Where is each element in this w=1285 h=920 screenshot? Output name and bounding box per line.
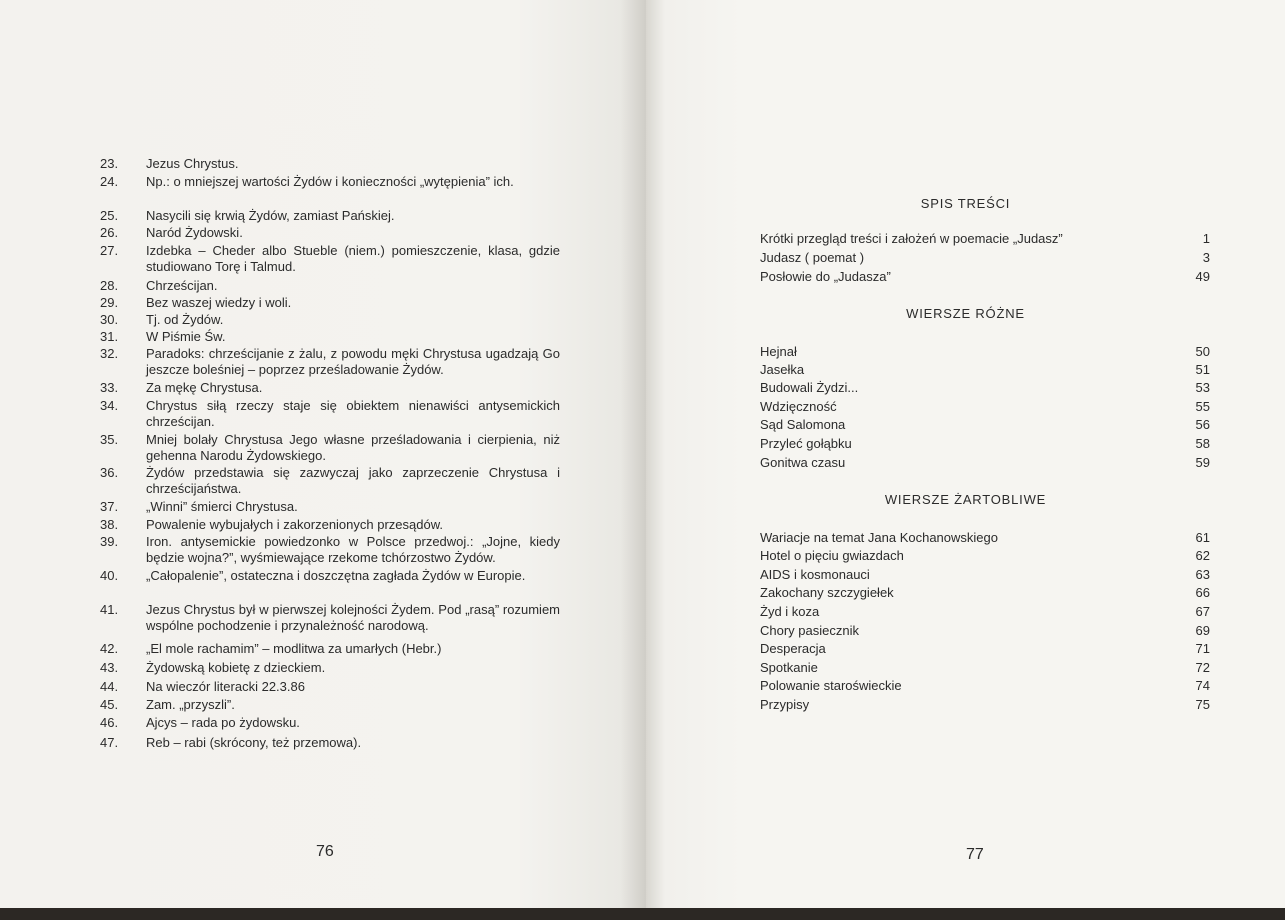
footnote-number: 30. (100, 312, 119, 327)
toc-heading: SPIS TREŚCI (920, 196, 1011, 211)
toc-entry (760, 640, 1210, 658)
footnote-text: Na wieczór literacki 22.3.86 (146, 679, 305, 694)
footnote-number: 38. (100, 517, 119, 532)
toc-entry (760, 249, 1210, 267)
toc-entry-page: 55 (1195, 399, 1210, 414)
toc-heading: WIERSZE ŻARTOBLIWE (884, 492, 1047, 507)
toc-entry-page: 53 (1195, 380, 1210, 395)
toc-entry (760, 361, 1210, 379)
toc-entry-page: 63 (1195, 567, 1210, 582)
toc-entry (760, 343, 1210, 361)
footnote-text: Chrystus siłą rzeczy staje się obiektem nienawiści antysemickich chrześcijan. (146, 398, 560, 429)
toc-entry (760, 659, 1210, 677)
toc-entry (760, 584, 1210, 602)
footnote-text: Żydowską kobietę z dzieckiem. (146, 660, 326, 675)
toc-entry (760, 416, 1210, 434)
toc-entry-title: Chory pasiecznik (760, 623, 859, 638)
toc-entry-page: 59 (1195, 455, 1210, 470)
footnote-text: Np.: o mniejszej wartości Żydów i konieczności „wytępienia” ich. (146, 174, 514, 189)
toc-entry (760, 677, 1210, 695)
footnote-number: 36. (100, 465, 119, 480)
toc-entry-page: 3 (1202, 250, 1210, 265)
toc-entry-title: Wariacje na temat Jana Kochanowskiego (760, 530, 998, 545)
footnote-text: Za mękę Chrystusa. (146, 380, 263, 395)
footnote-number: 46. (100, 715, 119, 730)
toc-entry-page: 71 (1195, 641, 1210, 656)
toc-entry (760, 529, 1210, 547)
toc-entry (760, 398, 1210, 416)
toc-entry-page: 51 (1195, 362, 1210, 377)
toc-entry-page: 56 (1195, 417, 1210, 432)
footnote-number: 39. (100, 534, 119, 549)
toc-entry-page: 62 (1195, 548, 1210, 563)
toc-entry (760, 435, 1210, 453)
toc-entry-title: Budowali Żydzi... (760, 380, 859, 395)
toc-entry-page: 61 (1195, 530, 1210, 545)
footnote-number: 41. (100, 602, 119, 617)
footnote-number: 45. (100, 697, 119, 712)
toc-entry-title: Zakochany szczygiełek (760, 585, 894, 600)
footnote-text: Bez waszej wiedzy i woli. (146, 295, 292, 310)
footnote-number: 47. (100, 735, 119, 750)
footnote-text: Ajcys – rada po żydowsku. (146, 715, 300, 730)
footnote-number: 37. (100, 499, 119, 514)
footnote-text: Zam. „przyszli”. (146, 697, 235, 712)
footnote-number: 27. (100, 243, 119, 258)
footnote-number: 26. (100, 225, 119, 240)
footnote-text: Iron. antysemickie powiedzonko w Polsce przedwoj.: „Jojne, kiedy będzie wojna?”, wyśmiewające rzekome tchórzostwo Żydów. (146, 534, 560, 565)
footnote-number: 31. (100, 329, 119, 344)
footnote-text: Nasycili się krwią Żydów, zamiast Pańskiej. (146, 208, 395, 223)
footnote-number: 28. (100, 278, 119, 293)
toc-entry (760, 696, 1210, 714)
toc-entry-page: 58 (1195, 436, 1210, 451)
toc-entry-title: Spotkanie (760, 660, 818, 675)
toc-entry-title: Gonitwa czasu (760, 455, 846, 470)
toc-entry-title: Jasełka (760, 362, 805, 377)
footnote-number: 24. (100, 174, 119, 189)
footnote-text: Reb – rabi (skrócony, też przemowa). (146, 735, 362, 750)
toc-entry-page: 74 (1195, 678, 1210, 693)
toc-entry (760, 566, 1210, 584)
footnote-text: Naród Żydowski. (146, 225, 243, 240)
toc-entry-title: Wdzięczność (760, 399, 837, 414)
toc-entry-title: Hotel o pięciu gwiazdach (760, 548, 904, 563)
footnote-number: 42. (100, 641, 119, 656)
toc-entry-title: Przyleć gołąbku (760, 436, 852, 451)
footnote-number: 40. (100, 568, 119, 583)
toc-entry (760, 230, 1210, 248)
toc-entry-title: Desperacja (760, 641, 826, 656)
footnote-number: 44. (100, 679, 119, 694)
footnote-number: 25. (100, 208, 119, 223)
page-number-right: 77 (966, 846, 984, 863)
footnote-text: Izdebka – Cheder albo Stueble (niem.) pomieszczenie, klasa, gdzie studiowano Torę i Talmud. (146, 243, 560, 274)
toc-entry-page: 75 (1195, 697, 1210, 712)
footnote-number: 34. (100, 398, 119, 413)
page-number-left: 76 (316, 843, 334, 860)
scan-background-edge (0, 908, 1285, 920)
footnote-number: 32. (100, 346, 119, 361)
toc-entry-page: 67 (1195, 604, 1210, 619)
footnote-text: „Winni” śmierci Chrystusa. (146, 499, 298, 514)
footnote-number: 35. (100, 432, 119, 447)
toc-entry (760, 268, 1210, 286)
footnote-text: Tj. od Żydów. (146, 312, 224, 327)
toc-entry-title: Przypisy (760, 697, 810, 712)
footnote-number: 33. (100, 380, 119, 395)
toc-entry-page: 1 (1202, 231, 1210, 246)
toc-entry-title: Polowanie staroświeckie (760, 678, 902, 693)
toc-entry-page: 50 (1195, 344, 1210, 359)
toc-heading: WIERSZE RÓŻNE (906, 306, 1025, 321)
toc-entry-title: Żyd i koza (760, 604, 820, 619)
toc-entry-page: 69 (1195, 623, 1210, 638)
footnote-text: Jezus Chrystus. (146, 156, 239, 171)
footnote-number: 29. (100, 295, 119, 310)
footnote-text: Mniej bolały Chrystusa Jego własne prześladowania i cierpienia, niż gehenna Narodu Żydowskiego. (146, 432, 560, 463)
footnote-text: Żydów przedstawia się zazwyczaj jako zaprzeczenie Chrystusa i chrześcijaństwa. (146, 465, 560, 496)
toc-entry (760, 603, 1210, 621)
toc-entry (760, 622, 1210, 640)
toc-entry-page: 66 (1195, 585, 1210, 600)
footnote-text: Chrześcijan. (146, 278, 218, 293)
toc-entry-title: Posłowie do „Judasza” (760, 269, 891, 284)
footnote-text: Paradoks: chrześcijanie z żalu, z powodu męki Chrystusa ugadzają Go jeszcze boleśniej – poprzez prześladowanie Żydów. (146, 346, 560, 377)
toc-entry (760, 379, 1210, 397)
right-page (646, 0, 1285, 908)
toc-entry-title: Hejnał (760, 344, 797, 359)
left-page (0, 0, 646, 908)
footnote-text: W Piśmie Św. (146, 329, 226, 344)
footnote-text: „El mole rachamim” – modlitwa za umarłych (Hebr.) (146, 641, 442, 656)
toc-entry-title: Krótki przegląd treści i założeń w poemacie „Judasz” (760, 231, 1063, 246)
toc-entry-page: 49 (1195, 269, 1210, 284)
toc-entry (760, 454, 1210, 472)
toc-entry-title: AIDS i kosmonauci (760, 567, 870, 582)
toc-entry-title: Sąd Salomona (760, 417, 846, 432)
footnote-text: „Całopalenie”, ostateczna i doszczętna zagłada Żydów w Europie. (146, 568, 526, 583)
footnote-text: Jezus Chrystus był w pierwszej kolejności Żydem. Pod „rasą” rozumiem wspólne pochodzenie i przynależność narodową. (146, 602, 560, 633)
footnote-text: Powalenie wybujałych i zakorzenionych przesądów. (146, 517, 443, 532)
toc-entry-page: 72 (1195, 660, 1210, 675)
footnote-number: 43. (100, 660, 119, 675)
toc-entry-title: Judasz ( poemat ) (760, 250, 865, 265)
footnote-number: 23. (100, 156, 119, 171)
toc-entry (760, 547, 1210, 565)
